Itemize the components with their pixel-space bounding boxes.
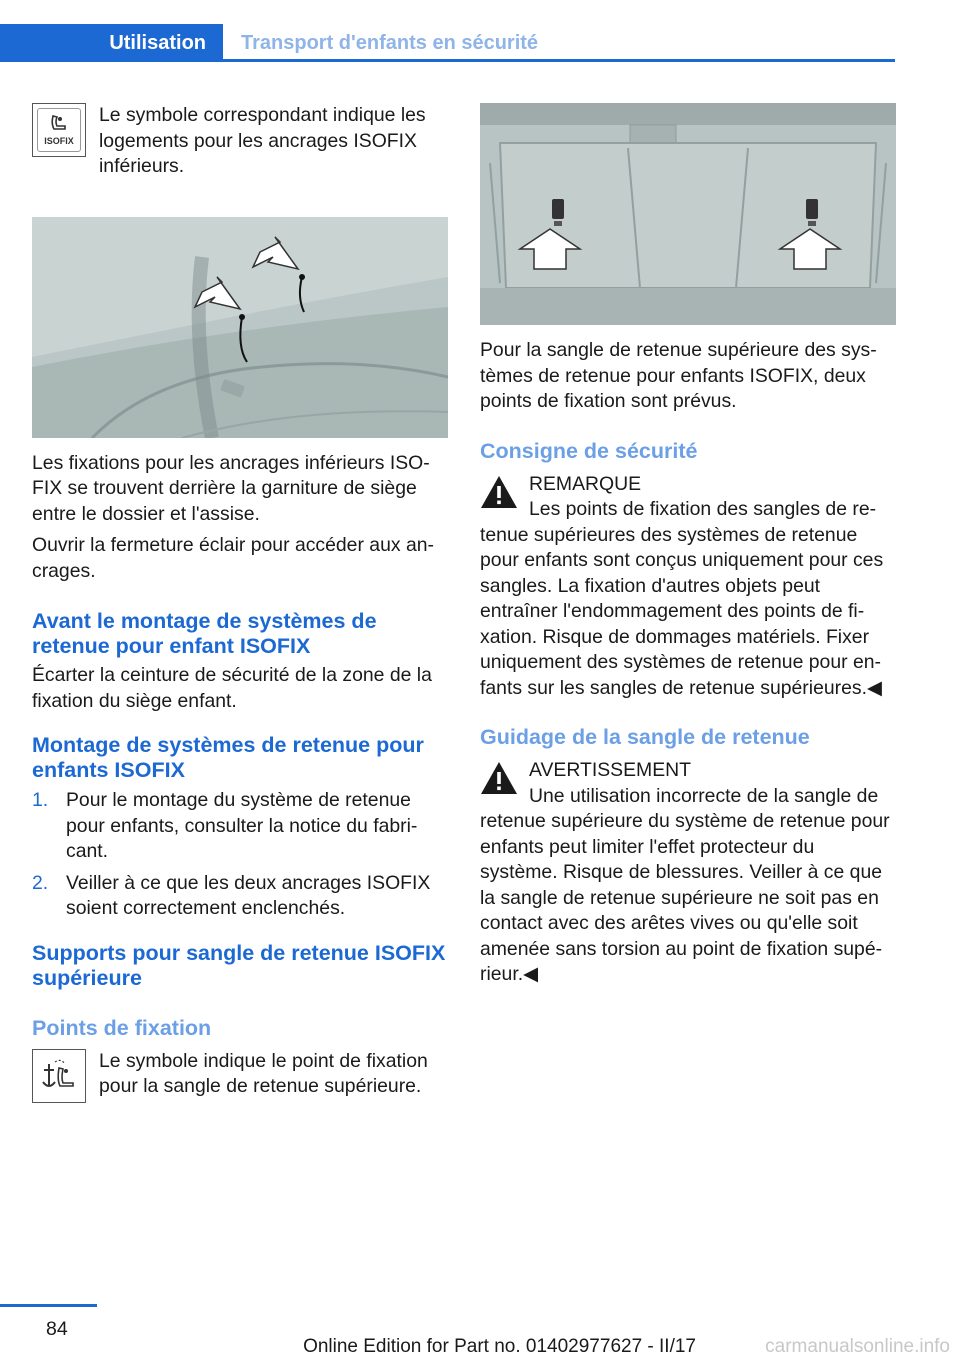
warning-triangle-icon <box>480 760 518 796</box>
trunk-anchor-photo <box>480 103 896 325</box>
isofix-symbol-label: ISOFIX <box>44 136 74 146</box>
edition-text: Online Edition for Part no. 01402977627 - II/17 <box>303 1336 696 1357</box>
tether-anchor-symbol-icon <box>32 1049 86 1103</box>
warning-body-text: retenue supérieure du système de retenue pour enfants peut limiter l'effet protecteur du système. Risque de blessures. Veiller à ce que la sangle de retenue supérieure ne soit pas en contact avec des arêtes vives ou qu'elle soit amenée sans torsion au point de fixation supé-rieur.◀ <box>480 810 890 985</box>
isofix-intro-text: Le symbole correspondant indique les logements pour les ancrages ISOFIX inférieurs. <box>99 104 426 177</box>
tether-symbol-row <box>32 1049 450 1103</box>
mounting-steps <box>32 788 450 922</box>
heading-before-mounting: Avant le montage de systèmes de retenue pour enfant ISOFIX <box>32 609 377 658</box>
seat-illustration <box>32 217 448 438</box>
heading-top-tether-supports: Supports pour sangle de retenue ISOFIX supérieure <box>32 940 446 990</box>
warning-label: AVERTISSEMENT <box>529 759 691 781</box>
heading-strap-routing: Guidage de la sangle de retenue <box>480 725 810 749</box>
header-rule <box>223 59 895 62</box>
watermark-text: carmanualsonline.info <box>765 1336 950 1357</box>
note-label: REMARQUE <box>529 472 642 495</box>
top-tether-points-text: Pour la sangle de retenue supérieure des sys-tèmes de retenue pour enfants ISOFIX, deux points de fixation sont prévus. <box>480 339 877 412</box>
step-number: 1. <box>32 789 49 811</box>
zip-instruction-text: Ouvrir la fermeture éclair pour accéder aux an-crages. <box>32 534 434 582</box>
warning-block <box>480 758 896 809</box>
footer-rule <box>0 1304 97 1307</box>
page-number: 84 <box>46 1318 68 1340</box>
list-item <box>32 788 450 865</box>
heading-attachment-points: Points de fixation <box>32 1015 212 1040</box>
heading-safety-notice: Consigne de sécurité <box>480 438 698 463</box>
warning-lead-text: Une utilisation incorrecte de la sangle de <box>529 784 879 807</box>
isofix-symbol-row <box>32 103 450 180</box>
note-block <box>480 472 896 523</box>
isofix-symbol-icon <box>32 103 86 157</box>
anchor-location-text: Les fixations pour les ancrages inférieurs ISO-FIX se trouvent derrière la garniture de siège entre le dossier et l'assise. <box>32 451 430 525</box>
note-body-text: tenue supérieures des systèmes de retenue pour enfants sont conçus uniquement pour ces sangles. La fixation d'autres objets peut entraîner l'endommagement des points de fi-xation. Risque de dommages matériels. Fixer uniquement des systèmes de retenue pour en-fants sur les sangles de retenue supérieures.◀ <box>480 523 884 699</box>
note-lead-text: Les points de fixation des sangles de re- <box>529 498 877 520</box>
page-header <box>0 24 895 62</box>
tether-symbol-text: Le symbole indique le point de fixation pour la sangle de retenue supérieure. <box>99 1049 428 1097</box>
warning-triangle-icon <box>480 474 518 510</box>
step-number: 2. <box>32 871 49 894</box>
before-mounting-text: Écarter la ceinture de sécurité de la zone de la fixation du siège enfant. <box>32 664 432 712</box>
trunk-illustration <box>480 103 896 325</box>
seat-isofix-photo <box>32 217 448 438</box>
anchor-seat-icon <box>39 1056 79 1096</box>
right-column <box>480 103 896 988</box>
section-title: Transport d'enfants en sécurité <box>241 32 539 54</box>
list-item <box>32 871 450 922</box>
heading-mounting: Montage de systèmes de retenue pour enfants ISOFIX <box>32 733 424 782</box>
child-seat-icon <box>48 114 70 134</box>
step-text: Pour le montage du système de retenue pour enfants, consulter la notice du fabri-cant. <box>66 789 418 862</box>
chapter-tab: Utilisation <box>0 24 223 62</box>
left-column <box>32 103 450 1103</box>
step-text: Veiller à ce que les deux ancrages ISOFIX soient correctement enclenchés. <box>66 871 431 919</box>
